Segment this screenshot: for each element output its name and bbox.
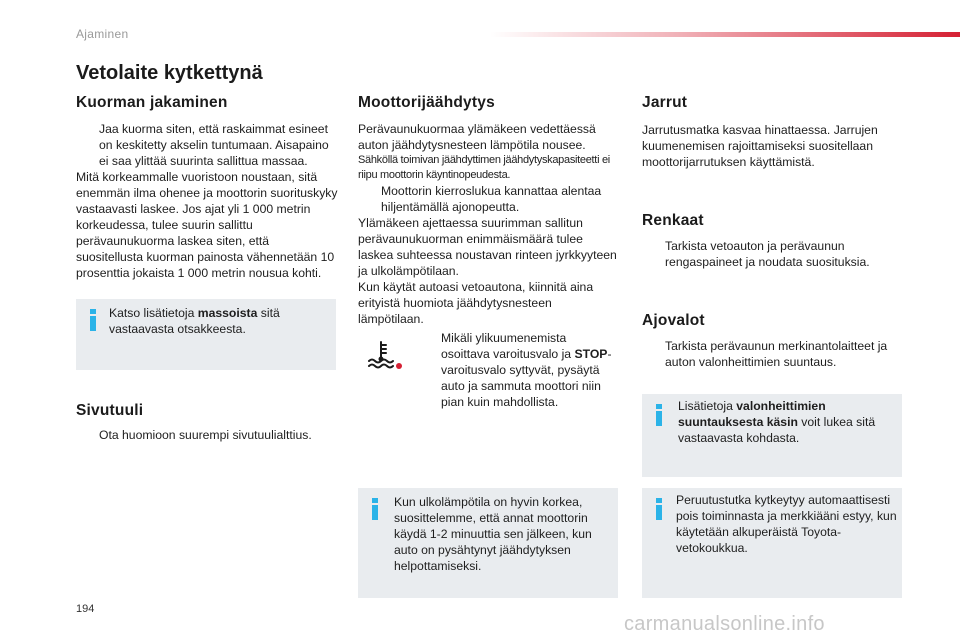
- tyres-heading: Renkaat: [642, 212, 704, 229]
- cooling-text: Ylämäkeen ajettaessa suurimman sallitun perävaunukuorman enimmäismäärä tulee laskea suhteessa noustavan rinteen jyrkkyyteen ja ulkolämpötilaan.: [358, 216, 617, 278]
- list-item: [76, 427, 338, 443]
- load-distribution-section: [76, 95, 338, 281]
- load-heading: Kuorman jakaminen: [76, 94, 228, 111]
- info-box-parking-sensor: [642, 488, 902, 598]
- bullet-marker: [358, 183, 381, 215]
- bullet-marker: [642, 238, 665, 270]
- coolant-temperature-warning-icon: [363, 340, 403, 370]
- load-text: Mitä korkeammalle vuoristoon noustaan, sitä enemmän ilma ohenee ja moottorin suorituskyky vastaavasti laskee. Jos ajat yli 1 000 metrin korkeudessa, tulee suurin sallittu perävaunukuorma laskea siten, että suositellusta kuorman painosta vähennetään 10 prosenttia jokaista 1 000 metrin nousua kohti.: [76, 170, 338, 280]
- bullet-marker: [76, 121, 99, 169]
- page-title: Vetolaite kytkettynä: [76, 62, 263, 84]
- info-icon: [652, 404, 666, 426]
- side-wind-heading: Sivutuuli: [76, 402, 144, 419]
- cooling-bullet: Moottorin kierroslukua kannattaa alentaa hiljentämällä ajonopeutta.: [381, 184, 602, 214]
- info-text: Peruutustutka kytkeytyy automaattisesti pois toiminnasta ja merkkiääni estyy, kun käytetään alkuperäistä Toyota-vetokoukkua.: [676, 493, 897, 555]
- info-icon: [652, 498, 666, 520]
- info-box-mass: [76, 299, 336, 370]
- info-text: Lisätietoja valonheittimien suuntauksesta käsin voit lukea sitä vastaavasta kohdasta.: [678, 399, 876, 445]
- info-text: Kun ulkolämpötila on hyvin korkea, suosittelemme, että annat moottorin käydä 1-2 minuuttia sen jälkeen, kun auto on pysähtynyt jäähdytyksen helpottamiseksi.: [394, 495, 592, 573]
- tyres-section: [642, 213, 904, 270]
- brakes-heading: Jarrut: [642, 94, 688, 111]
- section-label: Ajaminen: [76, 27, 129, 41]
- side-wind-bullet: Ota huomioon suurempi sivutuulialttius.: [99, 428, 312, 442]
- brakes-section: [642, 95, 904, 170]
- lights-heading: Ajovalot: [642, 312, 705, 329]
- side-wind-section: [76, 403, 338, 443]
- engine-cooling-section: [358, 95, 620, 327]
- lights-bullet: Tarkista perävaunun merkinantolaitteet ja auton valonheittimien suuntaus.: [665, 339, 888, 369]
- lights-section: [642, 313, 904, 370]
- info-box-hot-weather: [358, 488, 618, 598]
- tyres-bullet: Tarkista vetoauton ja perävaunun rengaspaineet ja noudata suosituksia.: [665, 239, 870, 269]
- page-number: 194: [76, 603, 95, 615]
- info-text: Katso lisätietoja massoista sitä vastaavasta otsakkeesta.: [109, 306, 280, 336]
- watermark: carmanualsonline.info: [624, 613, 825, 635]
- list-item: [358, 183, 620, 215]
- header-accent-bar: [490, 32, 960, 37]
- bullet-marker: [642, 338, 665, 370]
- warning-text: Mikäli ylikuumenemista osoittava varoitusvalo ja STOP-varoitusvalo syttyvät, pysäytä auto ja sammuta moottori niin pian kuin mahdollista.: [441, 331, 612, 409]
- list-item: [642, 238, 904, 270]
- info-icon: [86, 309, 100, 331]
- load-bullet: Jaa kuorma siten, että raskaimmat esineet on keskitetty akselin tuntumaan. Aisapaino ei saa ylittää suurinta sallittua massaa.: [99, 122, 329, 168]
- info-icon: [368, 498, 382, 520]
- cooling-text: Kun käytät autoasi vetoautona, kiinnitä aina erityistä huomiota jäähdytysnesteen lämpötilaan.: [358, 280, 594, 326]
- list-item: [642, 338, 904, 370]
- bullet-marker: [76, 427, 99, 443]
- cooling-text: Perävaunukuormaa ylämäkeen vedettäessä auton jäähdytysnesteen lämpötila nousee.: [358, 122, 596, 152]
- list-item: [418, 330, 618, 410]
- cooling-text: Sähköllä toimivan jäähdyttimen jäähdytyskapasiteetti ei riipu moottorin käyntinopeudesta.: [358, 154, 610, 181]
- info-box-headlamp: [642, 394, 902, 477]
- list-item: [76, 121, 338, 169]
- brakes-text: Jarrutusmatka kasvaa hinattaessa. Jarrujen kuumenemisen rajoittamiseksi suositellaan moottorijarrutuksen käyttämistä.: [642, 123, 878, 169]
- bullet-marker: [418, 330, 441, 410]
- cooling-heading: Moottorijäähdytys: [358, 94, 495, 111]
